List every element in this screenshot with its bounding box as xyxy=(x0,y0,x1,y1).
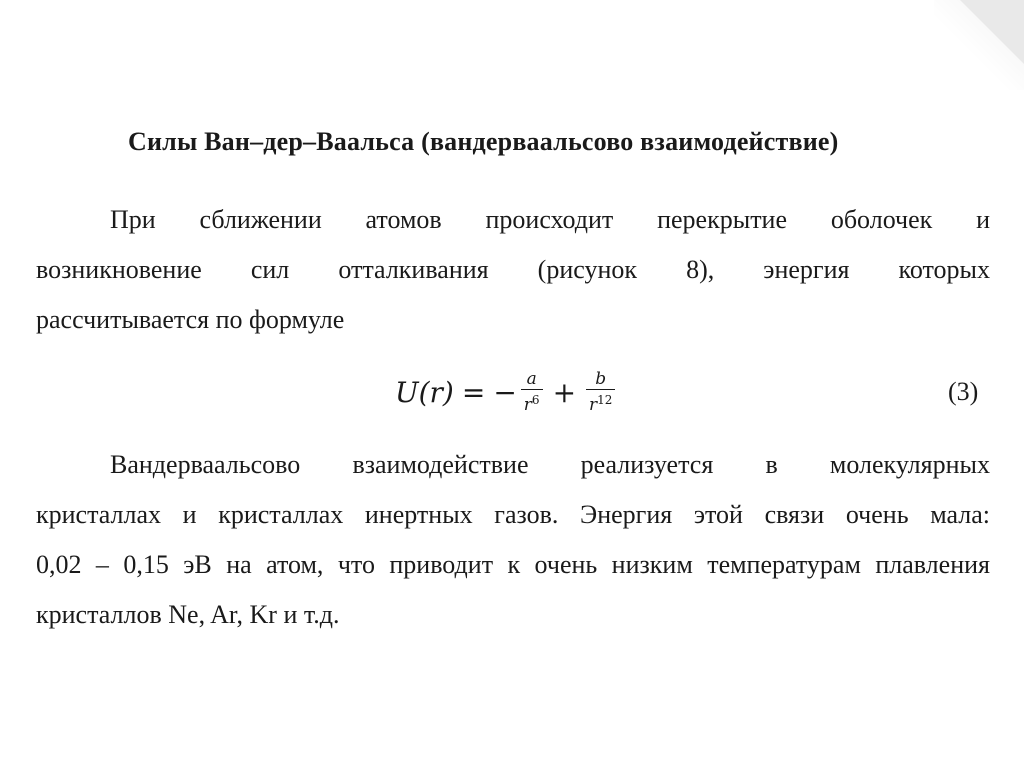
page-corner-fold xyxy=(960,0,1024,64)
fraction-numerator: a xyxy=(526,369,537,389)
paragraph-line: 0,02 – 0,15 эВ на атом, что приводит к очень низким температурам плавления xyxy=(36,550,990,579)
paragraph-line: При сближении атомов происходит перекрытие оболочек и xyxy=(110,205,990,234)
paragraph-line: возникновение сил отталкивания (рисунок 8), энергия которых xyxy=(36,255,990,284)
formula xyxy=(395,362,619,422)
formula-lhs: U(r) xyxy=(395,375,454,409)
formula-equals: = xyxy=(461,375,486,409)
slide-title: Силы Ван–дер–Ваальса (вандерваальсово взаимодействие) xyxy=(128,127,839,156)
equation-number: (3) xyxy=(948,377,979,406)
paragraph-line: рассчитывается по формуле xyxy=(36,305,345,334)
paragraph-line: кристаллов Ne, Ar, Kr и т.д. xyxy=(36,600,340,629)
fraction-denominator: $r^{12}$ xyxy=(586,389,615,415)
fraction-denominator: $r^6$ xyxy=(521,389,543,415)
paragraph-line: кристаллах и кристаллах инертных газов. Энергия этой связи очень мала: xyxy=(36,500,990,529)
formula-plus: + xyxy=(552,375,577,409)
paragraph-intro xyxy=(36,195,990,345)
formula-fraction-b xyxy=(586,369,615,415)
formula-minus: − xyxy=(493,375,517,409)
paragraph-line: Вандерваальсово взаимодействие реализуется в молекулярных xyxy=(110,450,990,479)
fraction-numerator: b xyxy=(595,369,607,389)
formula-fraction-a xyxy=(521,369,543,415)
paragraph-vdw xyxy=(36,440,990,640)
